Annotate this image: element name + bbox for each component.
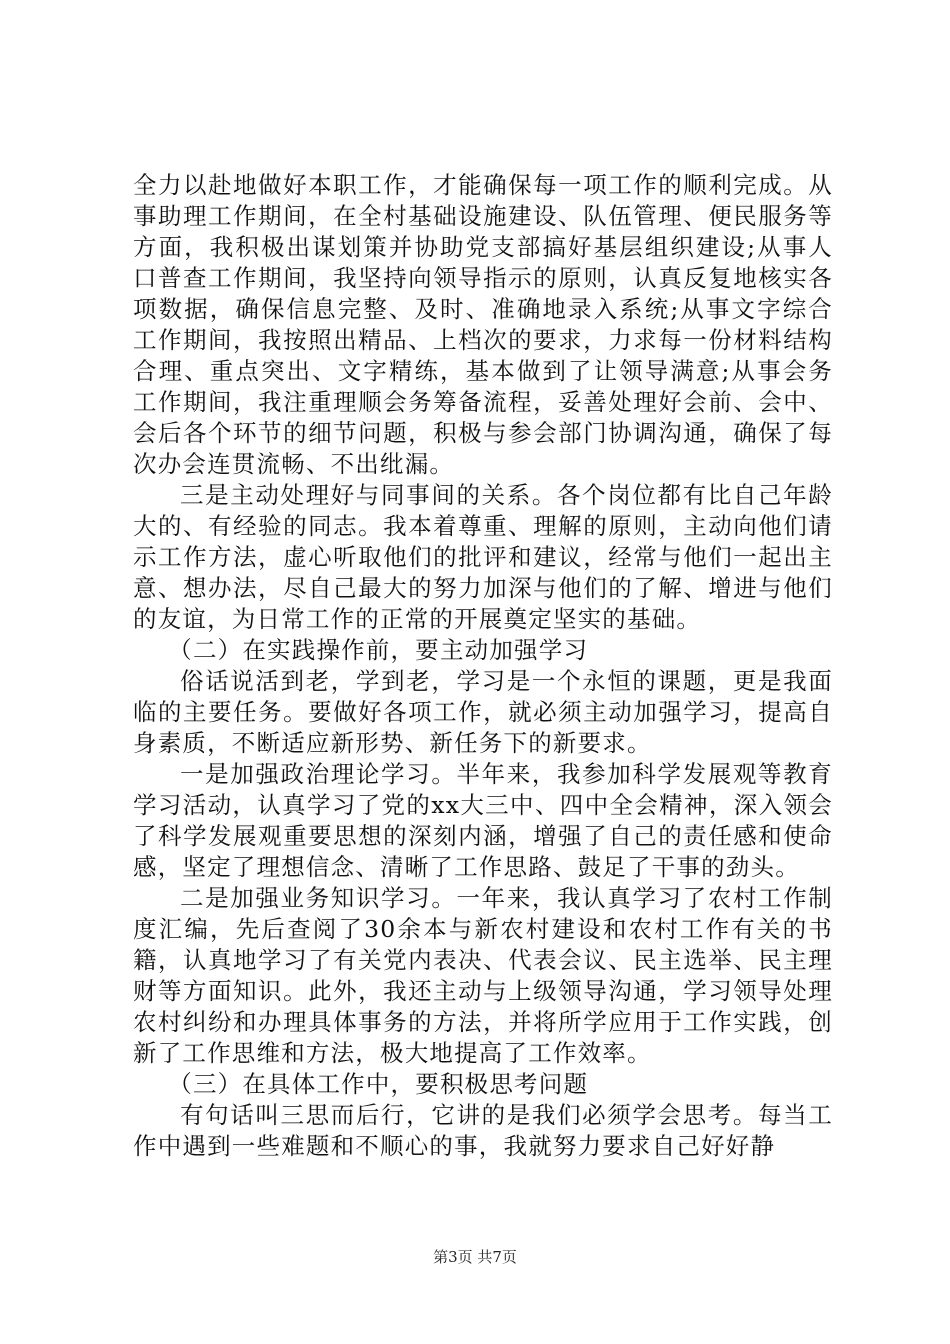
page-footer: 第3页 共7页: [433, 1248, 517, 1266]
paragraph-2: 三是主动处理好与同事间的关系。各个岗位都有比自己年龄大的、有经验的同志。我本着尊重、理解的原则，主动向他们请示工作方法，虚心听取他们的批评和建议，经常与他们一起出主意、想办法，尽自己最大的努力加深与他们的了解、增进与他们的友谊，为日常工作的正常的开展奠定坚实的基础。: [133, 481, 833, 633]
section-heading-3: （三）在具体工作中，要积极思考问题: [168, 1070, 589, 1098]
paragraph-4: 一是加强政治理论学习。半年来，我参加科学发展观等教育学习活动，认真学习了党的xx大三中、四中全会精神，深入领会了科学发展观重要思想的深刻内涵，增强了自己的责任感和使命感，坚定了理想信念、清晰了工作思路、鼓足了干事的劲头。: [133, 760, 833, 881]
paragraph-5: 二是加强业务知识学习。一年来，我认真学习了农村工作制度汇编，先后查阅了30余本与新农村建设和农村工作有关的书籍，认真地学习了有关党内表决、代表会议、民主选举、民主理财等方面知识。此外，我还主动与上级领导沟通，学习领导处理农村纠纷和办理具体事务的方法，并将所学应用于工作实践，创新了工作思维和方法，极大地提高了工作效率。: [133, 884, 833, 1067]
paragraph-6: 有句话叫三思而后行，它讲的是我们必须学会思考。每当工作中遇到一些难题和不顺心的事，我就努力要求自己好好静: [133, 1101, 833, 1160]
paragraph-3: 俗话说活到老，学到老，学习是一个永恒的课题，更是我面临的主要任务。要做好各项工作，就必须主动加强学习，提高自身素质，不断适应新形势、新任务下的新要求。: [133, 667, 833, 757]
section-heading-2: （二）在实践操作前，要主动加强学习: [168, 636, 589, 664]
document-body: [133, 170, 833, 1162]
paragraph-1: 全力以赴地做好本职工作，才能确保每一项工作的顺利完成。从事助理工作期间，在全村基础设施建设、队伍管理、便民服务等方面，我积极出谋划策并协助党支部搞好基层组织建设;从事人口普查工作期间，我坚持向领导指示的原则，认真反复地核实各项数据，确保信息完整、及时、准确地录入系统;从事文字综合工作期间，我按照出精品、上档次的要求，力求每一份材料结构合理、重点突出、文字精练，基本做到了让领导满意;从事会务工作期间，我注重理顺会务筹备流程，妥善处理好会前、会中、会后各个环节的细节问题，积极与参会部门协调沟通，确保了每次办会连贯流畅、不出纰漏。: [133, 171, 833, 478]
